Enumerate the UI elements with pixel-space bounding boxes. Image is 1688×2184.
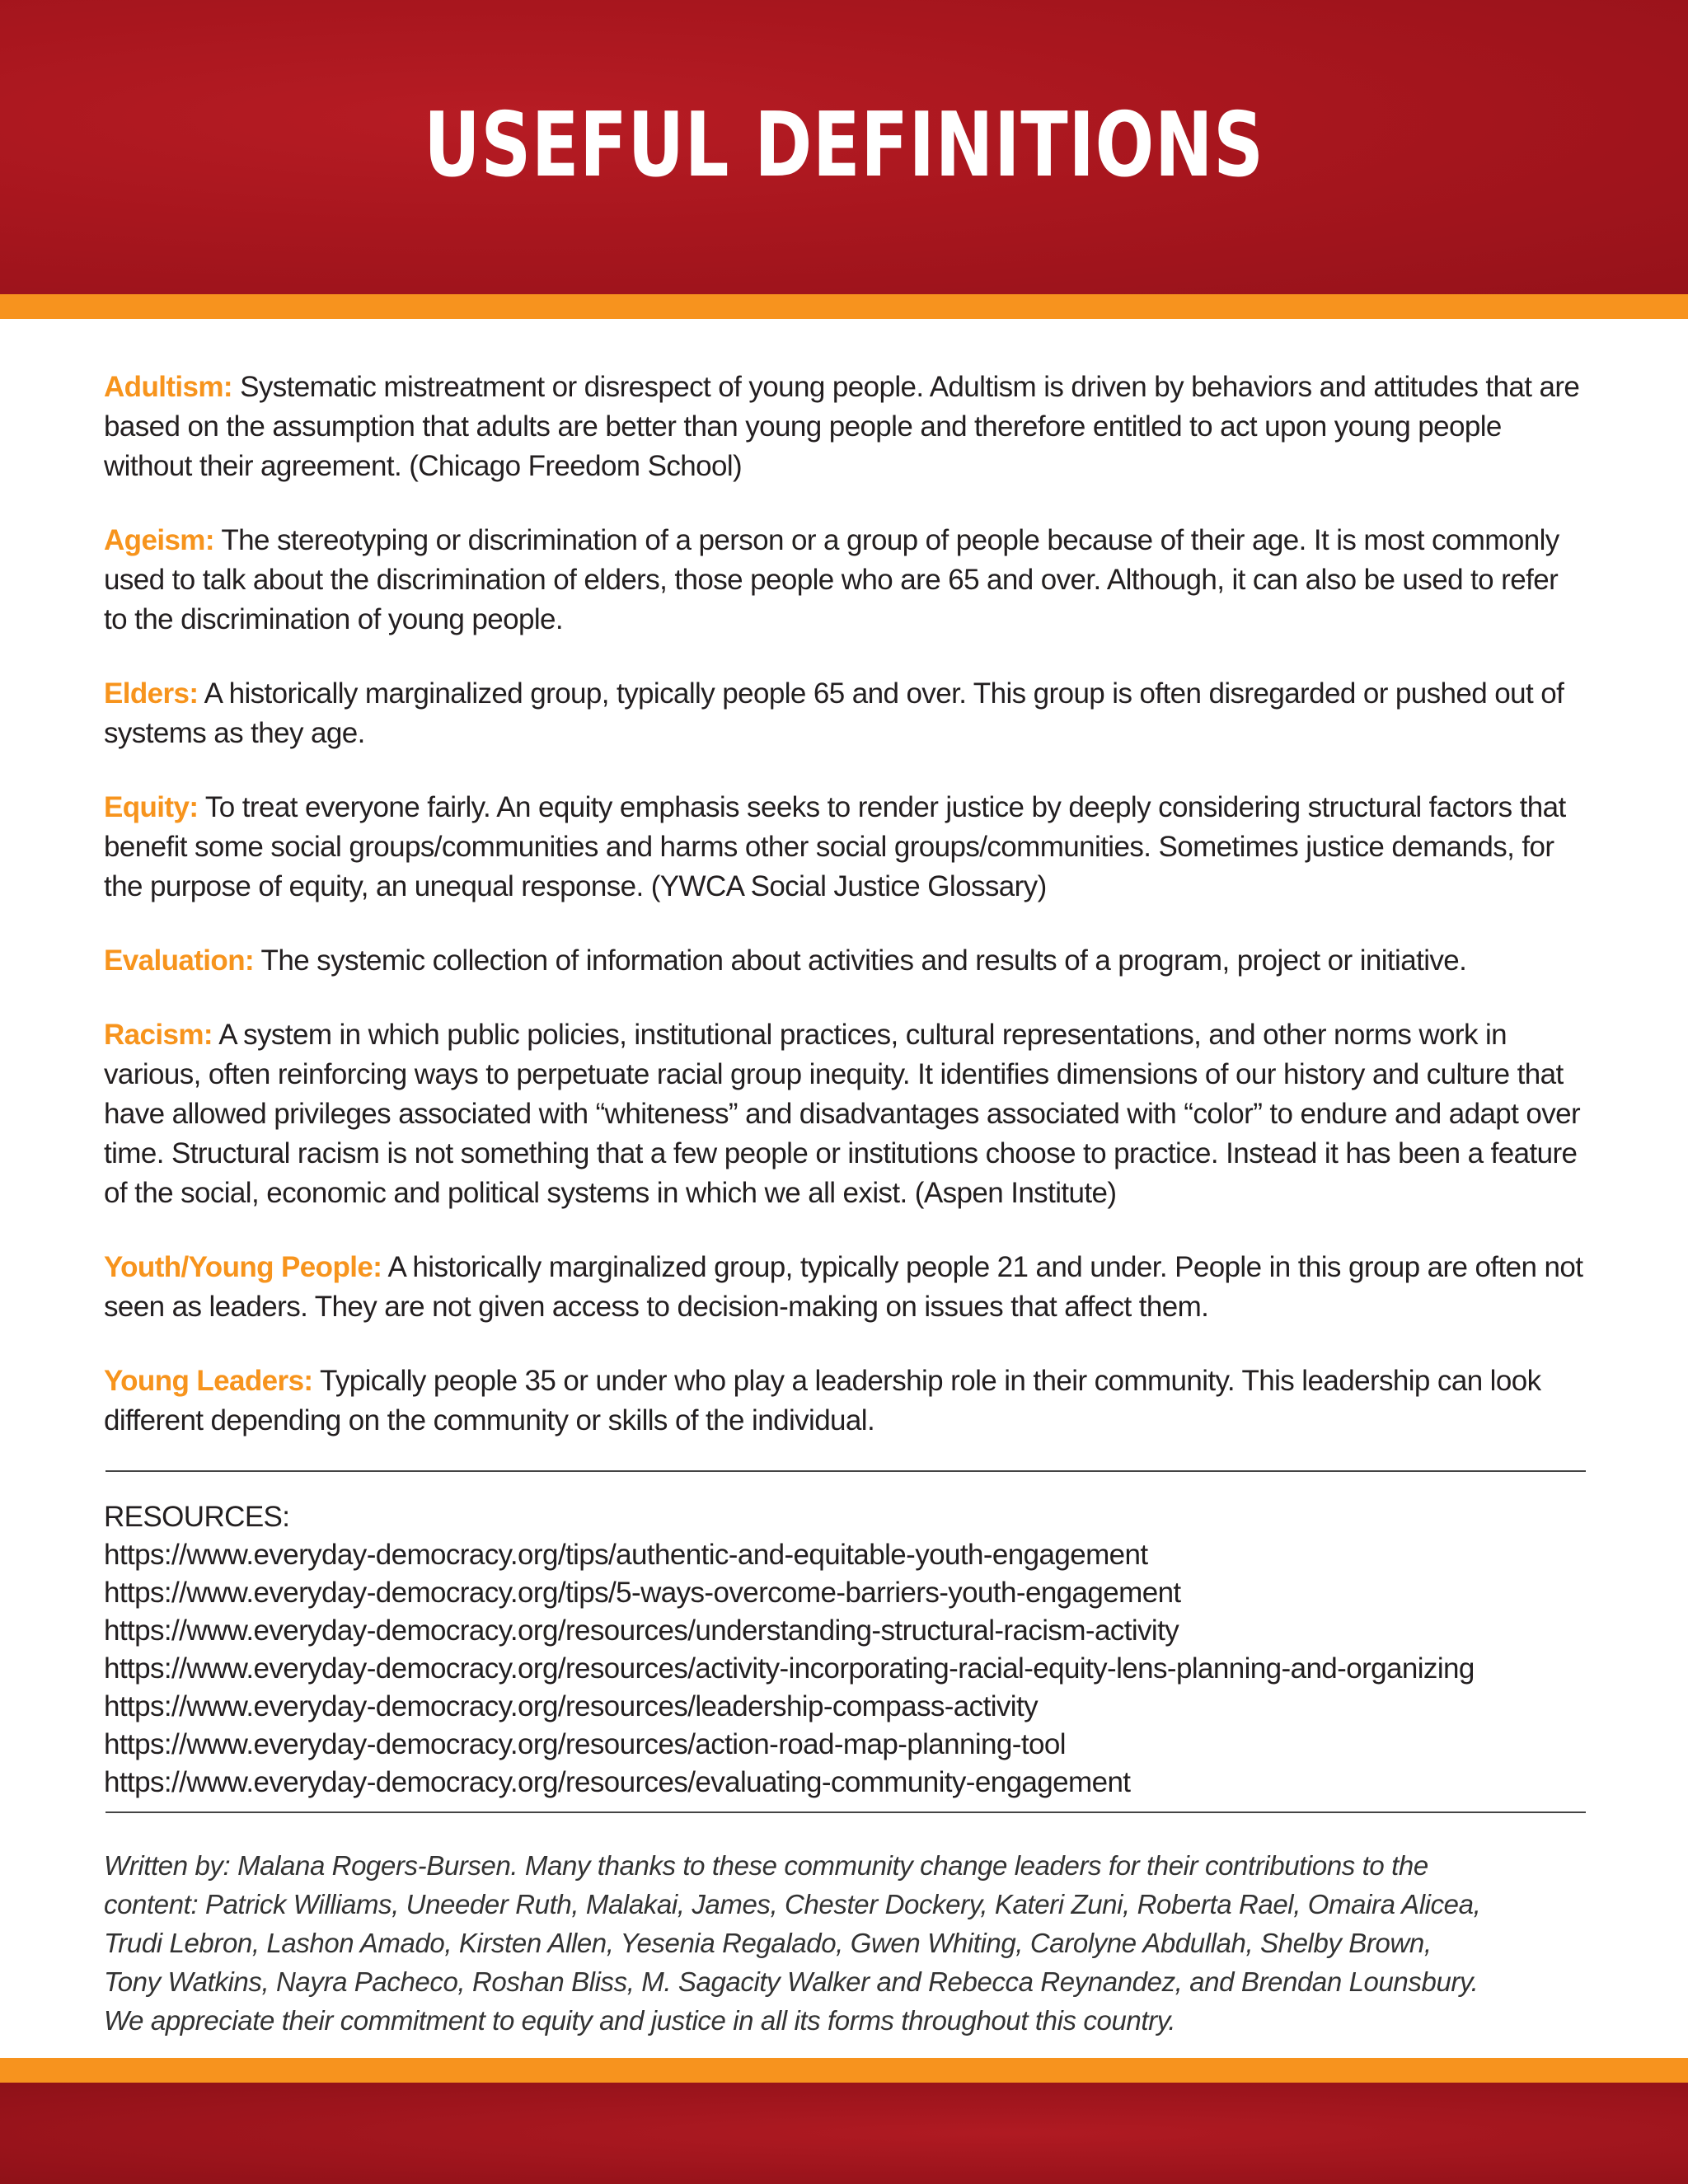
definition-equity [104, 788, 1587, 907]
definition-term: Youth/Young People: [104, 1251, 382, 1283]
definition-term: Elders: [104, 677, 199, 710]
definition-text: A system in which public policies, institutional practices, cultural representations, and other norms work in various, often reinforcing ways to perpetuate racial group inequity. It identifies dimensions of our history and culture that have allowed privileges associated with “whiteness” and disadvantages associated with “color” to endure and adapt over time. Structural racism is not something that a few people or institutions choose to practice. Instead it has been a feature of the social, economic and political systems in which we all exist. (Aspen Institute) [104, 1019, 1581, 1209]
definition-text: The stereotyping or discrimination of a person or a group of people because of their age. It is most commonly used to talk about the discrimination of elders, those people who are 65 and over. Although, it can also be used to refer to the discrimination of young people. [104, 524, 1559, 635]
definition-young-leaders [104, 1361, 1587, 1441]
resource-link[interactable]: https://www.everyday-democracy.org/tips/5-ways-overcome-barriers-youth-engagement [104, 1577, 1181, 1609]
credits-section [104, 1846, 1587, 2040]
resource-link[interactable]: https://www.everyday-democracy.org/resources/understanding-structural-racism-activity [104, 1615, 1179, 1647]
definition-racism [104, 1015, 1587, 1213]
definition-text: Systematic mistreatment or disrespect of young people. Adultism is driven by behaviors and attitudes that are based on the assumption that adults are better than young people and therefore entitled to act upon young people without their agreement. (Chicago Freedom School) [104, 371, 1580, 482]
resources-section [104, 1498, 1587, 1802]
definition-term: Ageism: [104, 524, 214, 556]
definition-term: Equity: [104, 791, 199, 823]
definition-text: A historically marginalized group, typically people 21 and under. People in this group are often not seen as leaders. They are not given access to decision-making on issues that affect them. [104, 1251, 1583, 1323]
definition-text: The systemic collection of information about activities and results of a program, project or initiative. [260, 944, 1467, 977]
credits-line: We appreciate their commitment to equity and justice in all its forms throughout this country. [104, 2005, 1176, 2036]
definitions-list [104, 368, 1587, 1475]
definition-text: Typically people 35 or under who play a leadership role in their community. This leadership can look different depending on the community or skills of the individual. [104, 1365, 1541, 1436]
definition-text: To treat everyone fairly. An equity emphasis seeks to render justice by deeply considering structural factors that benefit some social groups/communities and harms other social groups/communities. Sometimes justice demands, for the purpose of equity, an unequal response. (YWCA Social Justice Glossary) [104, 791, 1566, 902]
credits-line: Written by: Malana Rogers-Bursen. Many thanks to these community change leaders for their contributions to the [104, 1850, 1428, 1881]
definition-ageism [104, 521, 1587, 640]
credits-line: content: Patrick Williams, Uneeder Ruth, Malakai, James, Chester Dockery, Kateri Zuni, Roberta Rael, Omaira Alicea, [104, 1889, 1481, 1919]
definition-term: Racism: [104, 1019, 213, 1051]
definition-evaluation [104, 941, 1587, 981]
resource-link[interactable]: https://www.everyday-democracy.org/tips/authentic-and-equitable-youth-engagement [104, 1539, 1148, 1571]
definition-adultism [104, 368, 1587, 486]
definition-text: A historically marginalized group, typically people 65 and over. This group is often disregarded or pushed out of systems as they age. [104, 677, 1564, 749]
footer-banner [0, 2083, 1688, 2184]
resource-link[interactable]: https://www.everyday-democracy.org/resources/leadership-compass-activity [104, 1690, 1038, 1722]
resource-link[interactable]: https://www.everyday-democracy.org/resources/action-road-map-planning-tool [104, 1728, 1066, 1760]
credits-line: Tony Watkins, Nayra Pacheco, Roshan Bliss, M. Sagacity Walker and Rebecca Reynandez, and Brendan Lounsbury. [104, 1966, 1479, 1997]
divider-bottom [106, 1811, 1586, 1813]
divider-top [106, 1470, 1586, 1472]
page-title: USEFUL DEFINITIONS [424, 94, 1264, 197]
definition-term: Evaluation: [104, 944, 255, 977]
header-banner [0, 0, 1688, 294]
footer-accent-bar [0, 2058, 1688, 2083]
resources-heading: RESOURCES: [104, 1501, 290, 1533]
resource-link[interactable]: https://www.everyday-democracy.org/resources/activity-incorporating-racial-equity-lens-planning-and-organizing [104, 1652, 1475, 1685]
resource-link[interactable]: https://www.everyday-democracy.org/resources/evaluating-community-engagement [104, 1766, 1131, 1798]
definition-term: Young Leaders: [104, 1365, 313, 1397]
definition-term: Adultism: [104, 371, 232, 403]
credits-line: Trudi Lebron, Lashon Amado, Kirsten Allen, Yesenia Regalado, Gwen Whiting, Carolyne Abdullah, Shelby Brown, [104, 1928, 1432, 1958]
definition-elders [104, 674, 1587, 753]
definition-youth [104, 1248, 1587, 1327]
header-accent-bar [0, 294, 1688, 319]
